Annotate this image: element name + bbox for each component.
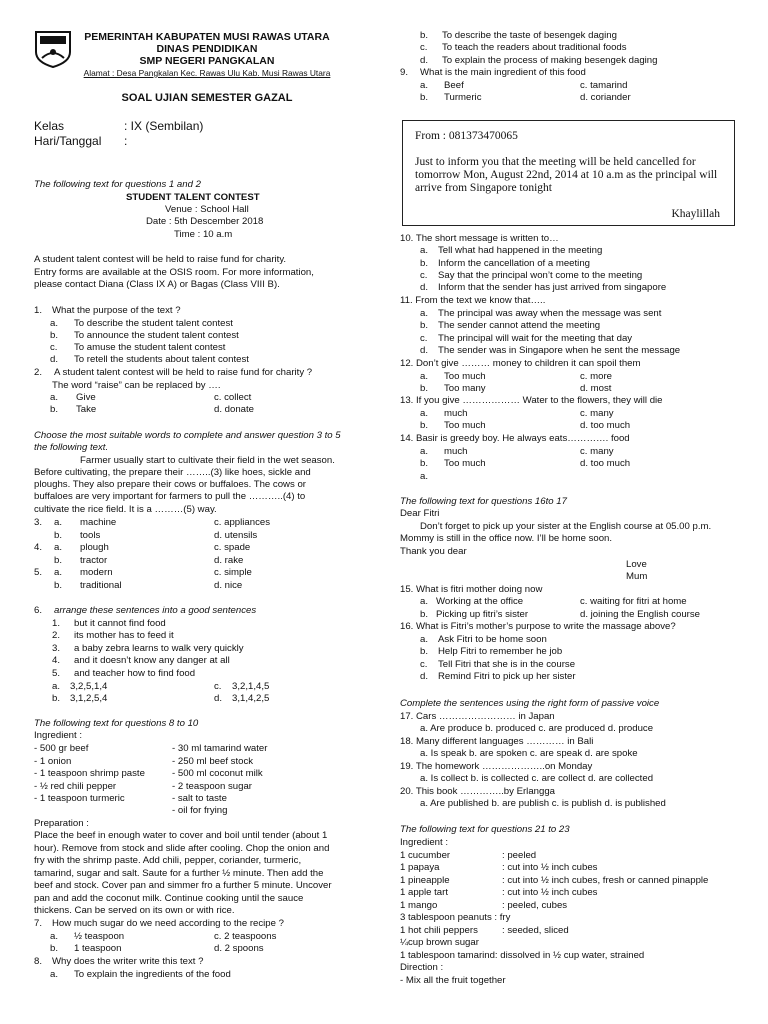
text-line: a. bbox=[420, 596, 429, 607]
text-line: c. more bbox=[580, 371, 612, 382]
text-line: The principal will wait for the meeting that day bbox=[438, 333, 633, 344]
text-line: 8. bbox=[34, 956, 43, 967]
text-line: 1. bbox=[52, 618, 61, 629]
text-line: b. bbox=[420, 92, 429, 103]
header-address: Alamat : Desa Pangkalan Kec. Rawas Ulu Kab. Musi Rawas Utara bbox=[83, 68, 331, 78]
text-line: a. Are produce b. produced c. are produced d. produce bbox=[420, 723, 654, 734]
tanggal-value: : bbox=[124, 134, 128, 148]
text-line: 6. bbox=[34, 605, 43, 616]
text-line: 1 tablespoon tamarind: dissolved in ½ cup water, strained bbox=[400, 950, 645, 961]
text-line: a. bbox=[420, 471, 429, 482]
text-line: c. bbox=[214, 681, 222, 692]
text-line: To explain the process of making besengek daging bbox=[442, 55, 658, 66]
text-line: a. bbox=[420, 634, 429, 645]
text-line: 20. This book …………..by Erlangga bbox=[400, 786, 555, 797]
text-line: d. bbox=[50, 354, 59, 365]
text-line: What is the main ingredient of this food bbox=[420, 67, 586, 78]
text-line: To describe the taste of besengek daging bbox=[442, 30, 617, 41]
text-line: much bbox=[444, 408, 468, 419]
text-line: c. waiting for fitri at home bbox=[580, 596, 687, 607]
text-line: Too much bbox=[444, 371, 486, 382]
text-line: b. bbox=[420, 30, 429, 41]
text-line: ½ teaspoon bbox=[74, 931, 125, 942]
text-line: Love bbox=[626, 559, 647, 570]
text-line: 5. bbox=[34, 567, 43, 578]
text-line: tools bbox=[80, 530, 101, 541]
text-line: - 1 onion bbox=[34, 756, 72, 767]
text-line: Mum bbox=[626, 571, 648, 582]
text-line: Why does the writer write this text ? bbox=[52, 956, 204, 967]
text-line: - salt to taste bbox=[172, 793, 227, 804]
text-line: a. bbox=[50, 318, 59, 329]
text-line: 1 apple tart bbox=[400, 887, 449, 898]
text-line: Give bbox=[76, 392, 96, 403]
text-line: machine bbox=[80, 517, 117, 528]
text-line: b. bbox=[420, 383, 429, 394]
text-line: 12. Don’t give ……… money to children it can spoil them bbox=[400, 358, 641, 369]
text-line: much bbox=[444, 446, 468, 457]
text-line: 18. Many different languages ………… in Bali bbox=[400, 736, 594, 747]
text-line: 1 hot chili peppers bbox=[400, 925, 478, 936]
text-line: : peeled bbox=[502, 850, 537, 861]
text-line: Beef bbox=[444, 80, 464, 91]
text-line: Time : 10 a.m bbox=[174, 229, 233, 240]
text-line: b. bbox=[420, 609, 429, 620]
text-line: d. bbox=[420, 671, 429, 682]
text-line: c. many bbox=[580, 446, 614, 457]
text-line: Say that the principal won’t come to the meeting bbox=[438, 270, 643, 281]
text-line: c. many bbox=[580, 408, 614, 419]
text-line: c. tamarind bbox=[580, 80, 628, 91]
text-line: Don’t forget to pick up your sister at the English course at 05.00 p.m. bbox=[420, 521, 712, 532]
text-line: c. bbox=[420, 659, 428, 670]
text-line: 3,2,1,4,5 bbox=[232, 681, 270, 692]
text-line: To retell the students about talent contest bbox=[74, 354, 249, 365]
text-line: A student talent contest will be held to raise fund for charity ? bbox=[54, 367, 313, 378]
text-line: Inform the cancellation of a meeting bbox=[438, 258, 590, 269]
text-line: d. nice bbox=[214, 580, 243, 591]
text-line: Venue : School Hall bbox=[165, 204, 249, 215]
text-line: Preparation : bbox=[34, 818, 89, 829]
text-line: a. bbox=[420, 308, 429, 319]
text-line: tamarind, sugar and salt. Saute for a further ½ minute. Then add the bbox=[34, 868, 324, 879]
text-line: Inform that the sender has just arrived from singapore bbox=[438, 282, 667, 293]
text-line: d. bbox=[420, 345, 429, 356]
text-line: a. bbox=[50, 969, 59, 980]
text-line: 7. bbox=[34, 918, 43, 929]
sms-from: From : 081373470065 bbox=[415, 130, 518, 142]
text-line: buffaloes are very important for farmers to pull the ………..(4) to bbox=[34, 491, 306, 502]
text-line: 13. If you give ……………… Water to the flowers, they will die bbox=[400, 395, 663, 406]
header-line3: SMP NEGERI PANGKALAN bbox=[139, 55, 275, 67]
text-line: Help Fitri to remember he job bbox=[438, 646, 563, 657]
text-line: 1 pineapple bbox=[400, 875, 450, 886]
text-line: hour). Remove from stock and slide after cooling. Chop the onion and bbox=[34, 843, 330, 854]
text-line: b. bbox=[50, 404, 59, 415]
text-line: Tell what had happened in the meeting bbox=[438, 245, 603, 256]
text-line: and it doesn’t know any danger at all bbox=[74, 655, 230, 666]
text-line: d. most bbox=[580, 383, 612, 394]
text-line: a. bbox=[54, 542, 63, 553]
text-line: A student talent contest will be held to raise fund for charity. bbox=[34, 254, 287, 265]
text-line: c. bbox=[420, 42, 428, 53]
text-line: - 1 teaspoon turmeric bbox=[34, 793, 125, 804]
text-line: please contact Diana (Class IX A) or Bagas (Class VIII B). bbox=[34, 279, 280, 290]
text-line: a. bbox=[420, 245, 429, 256]
text-line: Farmer usually start to cultivate their field in the wet season. bbox=[80, 455, 335, 466]
kelas-label: Kelas bbox=[34, 119, 65, 133]
text-line: c. collect bbox=[214, 392, 252, 403]
text-line: cultivate the rice field. It is a ………(5) way. bbox=[34, 504, 217, 515]
text-line: Entry forms are available at the OSIS room. For more information, bbox=[34, 267, 314, 278]
text-line: 2. bbox=[52, 630, 61, 641]
text-line: a. bbox=[50, 931, 59, 942]
sms-message-box bbox=[402, 120, 735, 226]
header-line1: PEMERINTAH KABUPATEN MUSI RAWAS UTARA bbox=[84, 31, 330, 43]
text-line: fry with the shrimp paste. Add chili, pepper, coriander, turmeric, bbox=[34, 855, 302, 866]
text-line: STUDENT TALENT CONTEST bbox=[126, 192, 260, 203]
text-line: Tell Fitri that she is in the course bbox=[438, 659, 576, 670]
text-line: b. bbox=[54, 555, 63, 566]
text-line: b. bbox=[420, 320, 429, 331]
text-line: a. Is speak b. are spoken c. are speak d. are spoke bbox=[420, 748, 638, 759]
text-line: - 250 ml beef stock bbox=[172, 756, 254, 767]
text-line: a. bbox=[50, 392, 59, 403]
kelas-value: : IX (Sembilan) bbox=[124, 119, 204, 133]
text-line: d. utensils bbox=[214, 530, 258, 541]
text-line: The sender cannot attend the meeting bbox=[438, 320, 601, 331]
text-line: b. bbox=[420, 458, 429, 469]
text-line: but it cannot find food bbox=[74, 618, 166, 629]
text-line: - oil for frying bbox=[172, 805, 228, 816]
text-line: Too much bbox=[444, 420, 486, 431]
text-line: c. appliances bbox=[214, 517, 270, 528]
text-line: ¼cup brown sugar bbox=[400, 937, 479, 948]
text-line: d. bbox=[420, 55, 429, 66]
text-line: Too much bbox=[444, 458, 486, 469]
text-line: beef and stock. Cover pan and simmer fro a further 5 minute. Uncover bbox=[34, 880, 332, 891]
text-line: c. simple bbox=[214, 567, 252, 578]
text-line: Direction : bbox=[400, 962, 444, 973]
text-line: 15. What is fitri mother doing now bbox=[400, 584, 543, 595]
text-line: Date : 5th Descember 2018 bbox=[146, 216, 264, 227]
text-line: To teach the readers about traditional foods bbox=[442, 42, 627, 53]
text-line: Choose the most suitable words to complete and answer question 3 to 5 bbox=[34, 430, 341, 441]
text-line: tractor bbox=[80, 555, 108, 566]
text-line: - 2 teaspoon sugar bbox=[172, 781, 253, 792]
text-line: 3. bbox=[52, 643, 61, 654]
text-line: The following text for questions 21 to 23 bbox=[400, 824, 570, 835]
text-line: 4. bbox=[34, 542, 43, 553]
text-line: d. bbox=[420, 282, 429, 293]
text-line: b. bbox=[420, 646, 429, 657]
text-line: Remind Fitri to pick up her sister bbox=[438, 671, 576, 682]
text-line: its mother has to feed it bbox=[74, 630, 174, 641]
text-line: : peeled, cubes bbox=[502, 900, 568, 911]
text-line: a. bbox=[420, 408, 429, 419]
header-line2: DINAS PENDIDIKAN bbox=[156, 43, 258, 55]
sms-signature: Khaylillah bbox=[671, 208, 720, 220]
text-line: Working at the office bbox=[436, 596, 524, 607]
text-line: d. rake bbox=[214, 555, 244, 566]
text-line: 9. bbox=[400, 67, 409, 78]
text-line: Ingredient : bbox=[400, 837, 449, 848]
text-line: Complete the sentences using the right form of passive voice bbox=[400, 698, 660, 709]
text-line: 3,2,5,1,4 bbox=[70, 681, 108, 692]
text-line: arrange these sentences into a good sentences bbox=[54, 605, 257, 616]
text-line: b. bbox=[420, 258, 429, 269]
text-line: Ingredient : bbox=[34, 730, 83, 741]
text-line: c. bbox=[420, 270, 428, 281]
text-line: To explain the ingredients of the food bbox=[74, 969, 231, 980]
text-line: thickens. Can be served on its own or with rice. bbox=[34, 905, 235, 916]
text-line: The following text for questions 8 to 10 bbox=[34, 718, 199, 729]
text-line: 3 tablespoon peanuts : fry bbox=[400, 912, 511, 923]
text-line: The word “raise” can be replaced by …. bbox=[52, 380, 221, 391]
text-line: : seeded, sliced bbox=[502, 925, 569, 936]
text-line: c. bbox=[420, 333, 428, 344]
text-line: The following text for questions 16to 17 bbox=[400, 496, 567, 507]
text-line: traditional bbox=[80, 580, 122, 591]
text-line: The following text for questions 1 and 2 bbox=[34, 179, 201, 190]
text-line: 1 teaspoon bbox=[74, 943, 122, 954]
text-line: The sender was in Singapore when he sent the message bbox=[438, 345, 681, 356]
text-line: c. bbox=[50, 342, 58, 353]
text-line: a. bbox=[54, 517, 63, 528]
text-line: Dear Fitri bbox=[400, 508, 440, 519]
text-line: - 500 ml coconut milk bbox=[172, 768, 263, 779]
text-line: and teacher how to find food bbox=[74, 668, 196, 679]
text-line: d. coriander bbox=[580, 92, 631, 103]
text-line: : cut into ½ inch cubes bbox=[502, 862, 598, 873]
text-line: d. 2 spoons bbox=[214, 943, 264, 954]
text-line: c. 2 teaspoons bbox=[214, 931, 277, 942]
text-line: 17. Cars …………………… in Japan bbox=[400, 711, 555, 722]
text-line: the following text. bbox=[34, 442, 109, 453]
text-line: 14. Basir is greedy boy. He always eats…………. food bbox=[400, 433, 630, 444]
text-line: To describe the student talent contest bbox=[74, 318, 233, 329]
text-line: To amuse the student talent contest bbox=[74, 342, 226, 353]
text-line: d. too much bbox=[580, 458, 631, 469]
sms-body: Just to inform you that the meeting will be held cancelled for tomorrow Mon, August 22nd, 2014 at 10 a.m as the principal will arrive from Singapore tonight bbox=[415, 156, 718, 194]
text-line: a. bbox=[52, 681, 61, 692]
text-line: b. bbox=[50, 943, 59, 954]
text-line: How much sugar do we need according to the recipe ? bbox=[52, 918, 284, 929]
text-line: b. bbox=[52, 693, 61, 704]
text-line: a. bbox=[420, 371, 429, 382]
text-line: : cut into ½ inch cubes bbox=[502, 887, 598, 898]
text-line: Before cultivating, the prepare their ……..(3) like hoes, sickle and bbox=[34, 467, 311, 478]
text-line: b. bbox=[54, 580, 63, 591]
tanggal-label: Hari/Tanggal bbox=[34, 134, 102, 148]
text-line: Place the beef in enough water to cover and boil until tender (about 1 bbox=[34, 830, 328, 841]
text-line: Too many bbox=[444, 383, 486, 394]
text-line: modern bbox=[80, 567, 113, 578]
text-line: - ½ red chili pepper bbox=[34, 781, 117, 792]
text-line: - 30 ml tamarind water bbox=[172, 743, 268, 754]
text-line: 3,1,2,5,4 bbox=[70, 693, 108, 704]
text-line: a. Are published b. are publish c. is publish d. is published bbox=[420, 798, 666, 809]
text-line: Take bbox=[76, 404, 97, 415]
text-line: 19. The homework ………………..on Monday bbox=[400, 761, 593, 772]
text-line: 1 cucumber bbox=[400, 850, 451, 861]
text-line: 1 mango bbox=[400, 900, 438, 911]
text-line: a baby zebra learns to walk very quickly bbox=[74, 643, 244, 654]
text-line: d. joining the English course bbox=[580, 609, 700, 620]
text-line: - 500 gr beef bbox=[34, 743, 89, 754]
text-line: Picking up fitri’s sister bbox=[436, 609, 529, 620]
text-line: Turmeric bbox=[444, 92, 482, 103]
text-line: Thank you dear bbox=[400, 546, 467, 557]
text-line: Mommy is still in the office now. I’ll be home soon. bbox=[400, 533, 613, 544]
text-line: b. bbox=[50, 330, 59, 341]
text-line: c. spade bbox=[214, 542, 251, 553]
text-line: - Mix all the fruit together bbox=[400, 975, 506, 986]
text-line: a. bbox=[420, 446, 429, 457]
text-line: d. donate bbox=[214, 404, 255, 415]
text-line: 1 papaya bbox=[400, 862, 440, 873]
text-line: 3. bbox=[34, 517, 43, 528]
text-line: ploughs. They also prepare their cows or buffaloes. The cows or bbox=[34, 479, 306, 490]
text-line: a. bbox=[420, 80, 429, 91]
text-line: : cut into ½ inch cubes, fresh or canned pinapple bbox=[502, 875, 709, 886]
text-line: 1. bbox=[34, 305, 43, 316]
text-line: 16. What is Fitri’s mother’s purpose to write the massage above? bbox=[400, 621, 676, 632]
text-line: d. too much bbox=[580, 420, 631, 431]
text-line: 11. From the text we know that….. bbox=[400, 295, 546, 306]
text-line: 3,1,4,2,5 bbox=[232, 693, 270, 704]
text-line: The principal was away when the message was sent bbox=[438, 308, 662, 319]
text-line: d. bbox=[214, 693, 223, 704]
text-line: b. bbox=[54, 530, 63, 541]
text-line: What the purpose of the text ? bbox=[52, 305, 181, 316]
text-line: plough bbox=[80, 542, 109, 553]
text-line: pan and add the coconut milk. Continue cooking until the sauce bbox=[34, 893, 304, 904]
text-line: 4. bbox=[52, 655, 61, 666]
text-line: - 1 teaspoon shrimp paste bbox=[34, 768, 145, 779]
exam-title: SOAL UJIAN SEMESTER GAZAL bbox=[121, 92, 293, 104]
text-line: a. bbox=[54, 567, 63, 578]
text-line: To announce the student talent contest bbox=[74, 330, 239, 341]
text-line: 5. bbox=[52, 668, 61, 679]
text-line: Ask Fitri to be home soon bbox=[438, 634, 547, 645]
text-line: 2. bbox=[34, 367, 43, 378]
text-line: b. bbox=[420, 420, 429, 431]
text-line: 10. The short message is written to… bbox=[400, 233, 559, 244]
text-line: a. Is collect b. is collected c. are collect d. are collected bbox=[420, 773, 654, 784]
